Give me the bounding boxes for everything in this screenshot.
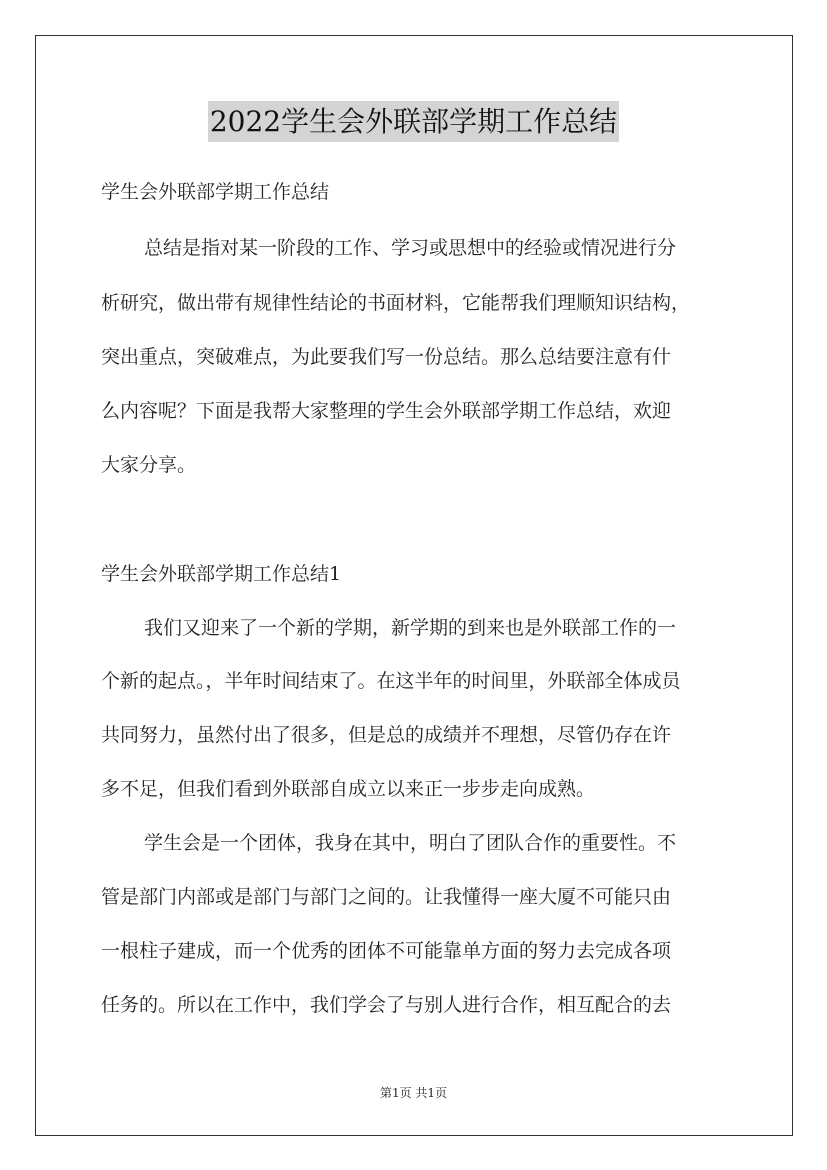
paragraph-line: 共同努力，虽然付出了很多，但是总的成绩并不理想，尽管仍存在许 bbox=[101, 724, 672, 746]
paragraph-line: 我们又迎来了一个新的学期，新学期的到来也是外联部工作的一 bbox=[144, 617, 677, 639]
paragraph-line: 多不足，但我们看到外联部自成立以来正一步步走向成熟。 bbox=[101, 778, 596, 800]
section-heading: 学生会外联部学期工作总结1 bbox=[101, 563, 342, 585]
paragraph-line: 一根柱子建成，而一个优秀的团体不可能靠单方面的努力去完成各项 bbox=[101, 940, 672, 962]
intro-line: 突出重点，突破难点，为此要我们写一份总结。那么总结要注意有什 bbox=[101, 346, 672, 368]
subtitle: 学生会外联部学期工作总结 bbox=[101, 181, 330, 203]
intro-line: 么内容呢？下面是我帮大家整理的学生会外联部学期工作总结，欢迎 bbox=[101, 400, 672, 422]
paragraph-line: 个新的起点。，半年时间结束了。在这半年的时间里，外联部全体成员 bbox=[101, 670, 681, 692]
intro-line: 总结是指对某一阶段的工作、学习或思想中的经验或情况进行分 bbox=[144, 237, 677, 259]
paragraph-line: 任务的。所以在工作中，我们学会了与别人进行合作，相互配合的去 bbox=[101, 994, 672, 1016]
page-footer: 第1页 共1页 bbox=[379, 1086, 448, 1100]
intro-line: 大家分享。 bbox=[101, 454, 197, 476]
title-wrap bbox=[0, 101, 827, 142]
document-title: 2022学生会外联部学期工作总结 bbox=[208, 101, 619, 142]
paragraph-line: 管是部门内部或是部门与部门之间的。让我懂得一座大厦不可能只由 bbox=[101, 886, 672, 908]
paragraph-line: 学生会是一个团体，我身在其中，明白了团队合作的重要性。不 bbox=[144, 832, 677, 854]
intro-line: 析研究，做出带有规律性结论的书面材料，它能帮我们理顺知识结构， bbox=[101, 292, 691, 314]
